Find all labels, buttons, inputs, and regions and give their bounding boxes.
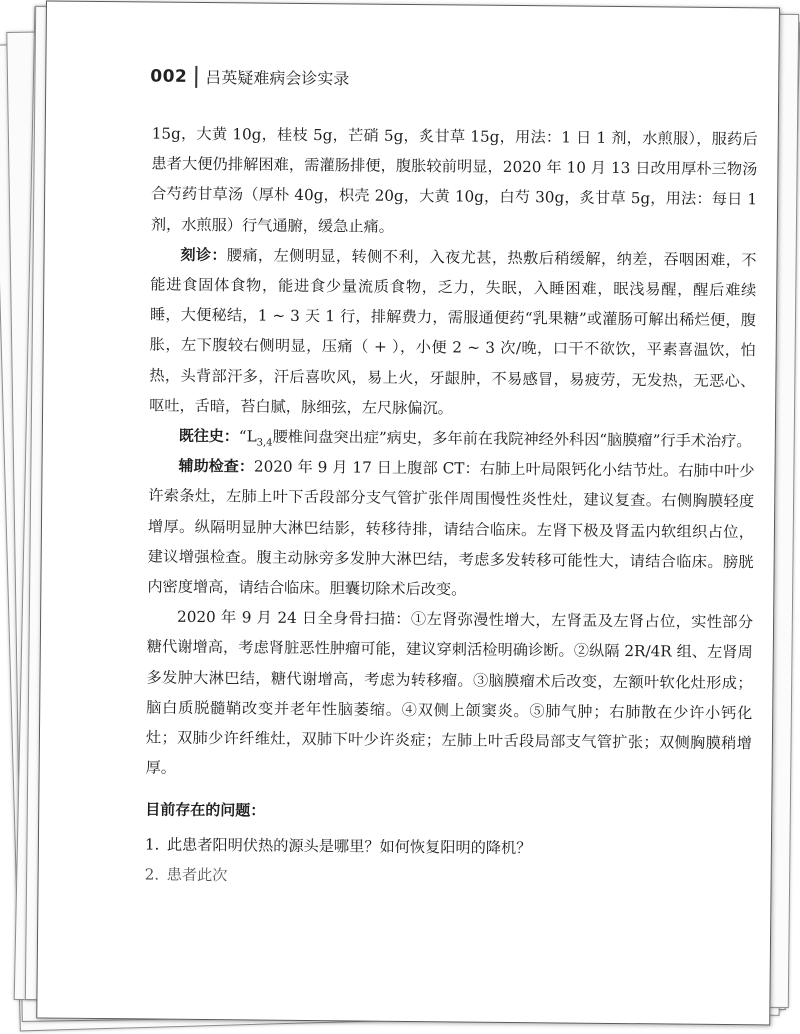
history-label: 既往史： (178, 426, 239, 446)
current-exam-label: 刻诊： (180, 245, 227, 265)
problems-heading: 目前存在的问题： (145, 800, 266, 821)
bone-scan-paragraph: 2020 年 9 月 24 日全身骨扫描：①左肾弥漫性增大，左肾盂及左肾占位，实性部分糖代谢增高，考虑肾脏恶性肿瘤可能，建议穿刺活检明确诊断。②纵隔 2R/4R 组、左肾周多发肿大淋巴结，糖代谢增高，考虑为转移瘤。③脑膜瘤术后改变，左额叶软化灶形成；脑白质脱髓鞘改变并老年性脑萎缩。④双侧上颌窦炎。⑤肺气肿；右肺散在少许小钙化灶；双肺少许纤维灶，双肺下叶少许炎症；左肺上叶舌段局部支气管扩张；双侧胸膜稍增厚。 (145, 608, 754, 778)
page-content (144, 118, 757, 895)
aux-exam-text: 2020 年 9 月 17 日上腹部 CT：右肺上叶局限钙化小结节灶。右肺中叶少许索条灶，左肺上叶下舌段部分支气管扩张伴周围慢性炎性灶，建议复查。右侧胸膜轻度增厚。纵隔明显肿大淋巴结影，转移待排，请结合临床。左肾下极及肾盂内软组织占位，建议增强检查。腹主动脉旁多发肿大淋巴结，考虑多发转移可能性大，请结合临床。膀胱内密度增高，请结合临床。胆囊切除术后改变。 (147, 457, 755, 599)
question-text: 此患者阳明伏热的源头是哪里？如何恢复阳明的降机？ (166, 835, 532, 857)
question-item (144, 859, 750, 895)
aux-exam-paragraph (147, 451, 754, 608)
current-exam-paragraph (149, 239, 757, 426)
book-title: 吕英疑难病会诊实录 (205, 68, 350, 89)
page-header (150, 64, 349, 89)
aux-exam-label: 辅助检查： (178, 457, 255, 476)
header-divider (195, 65, 197, 87)
history-text-post: 腰椎间盘突出症”病史，多年前在我院神经外科因“脑膜瘤”行手术治疗。 (272, 427, 752, 451)
question-list (144, 829, 751, 895)
book-page (36, 0, 780, 1025)
question-number: 2. (144, 865, 160, 884)
treatment-paragraph: 15g，大黄 10g，桂枝 5g，芒硝 5g，炙甘草 15g，用法：1 日 1 剂，水煎服），服药后患者大便仍排解困难，需灌肠排便，腹胀较前明显，2020 年 10 月 13 日改用厚朴三物汤合芍药甘草汤（厚朴 40g，枳壳 20g，大黄 10g，白芍 30g，炙甘草 5g，用法：每日 1 剂，水煎服）行气通腑，缓急止痛。 (150, 124, 758, 236)
history-subscript: 3,4 (256, 437, 273, 449)
question-number: 1. (144, 835, 160, 854)
question-text: 患者此次 (166, 865, 228, 885)
history-text-pre: “L (238, 427, 257, 446)
page-number: 002 (150, 65, 188, 87)
current-exam-text: 腰痛，左侧明显，转侧不利，入夜尤甚，热敷后稍缓解，纳差，吞咽困难，不能进食固体食物，能进食少量流质食物，乏力，失眠，入睡困难，眠浅易醒，醒后难续睡，大便秘结，1 ~ 3 天 1 行，排解费力，需服通便药“乳果糖”或灌肠可解出稀烂便，腹胀，左下腹较右侧明显，压痛（ + ），小便 2 ~ 3 次/晚，口干不欲饮，平素喜温饮，怕热，头背部汗多，汗后喜吹风，易上火，牙龈肿，不易感冒，易疲劳，无发热，无恶心、呕吐，舌暗，苔白腻，脉细弦，左尺脉偏沉。 (149, 246, 757, 418)
